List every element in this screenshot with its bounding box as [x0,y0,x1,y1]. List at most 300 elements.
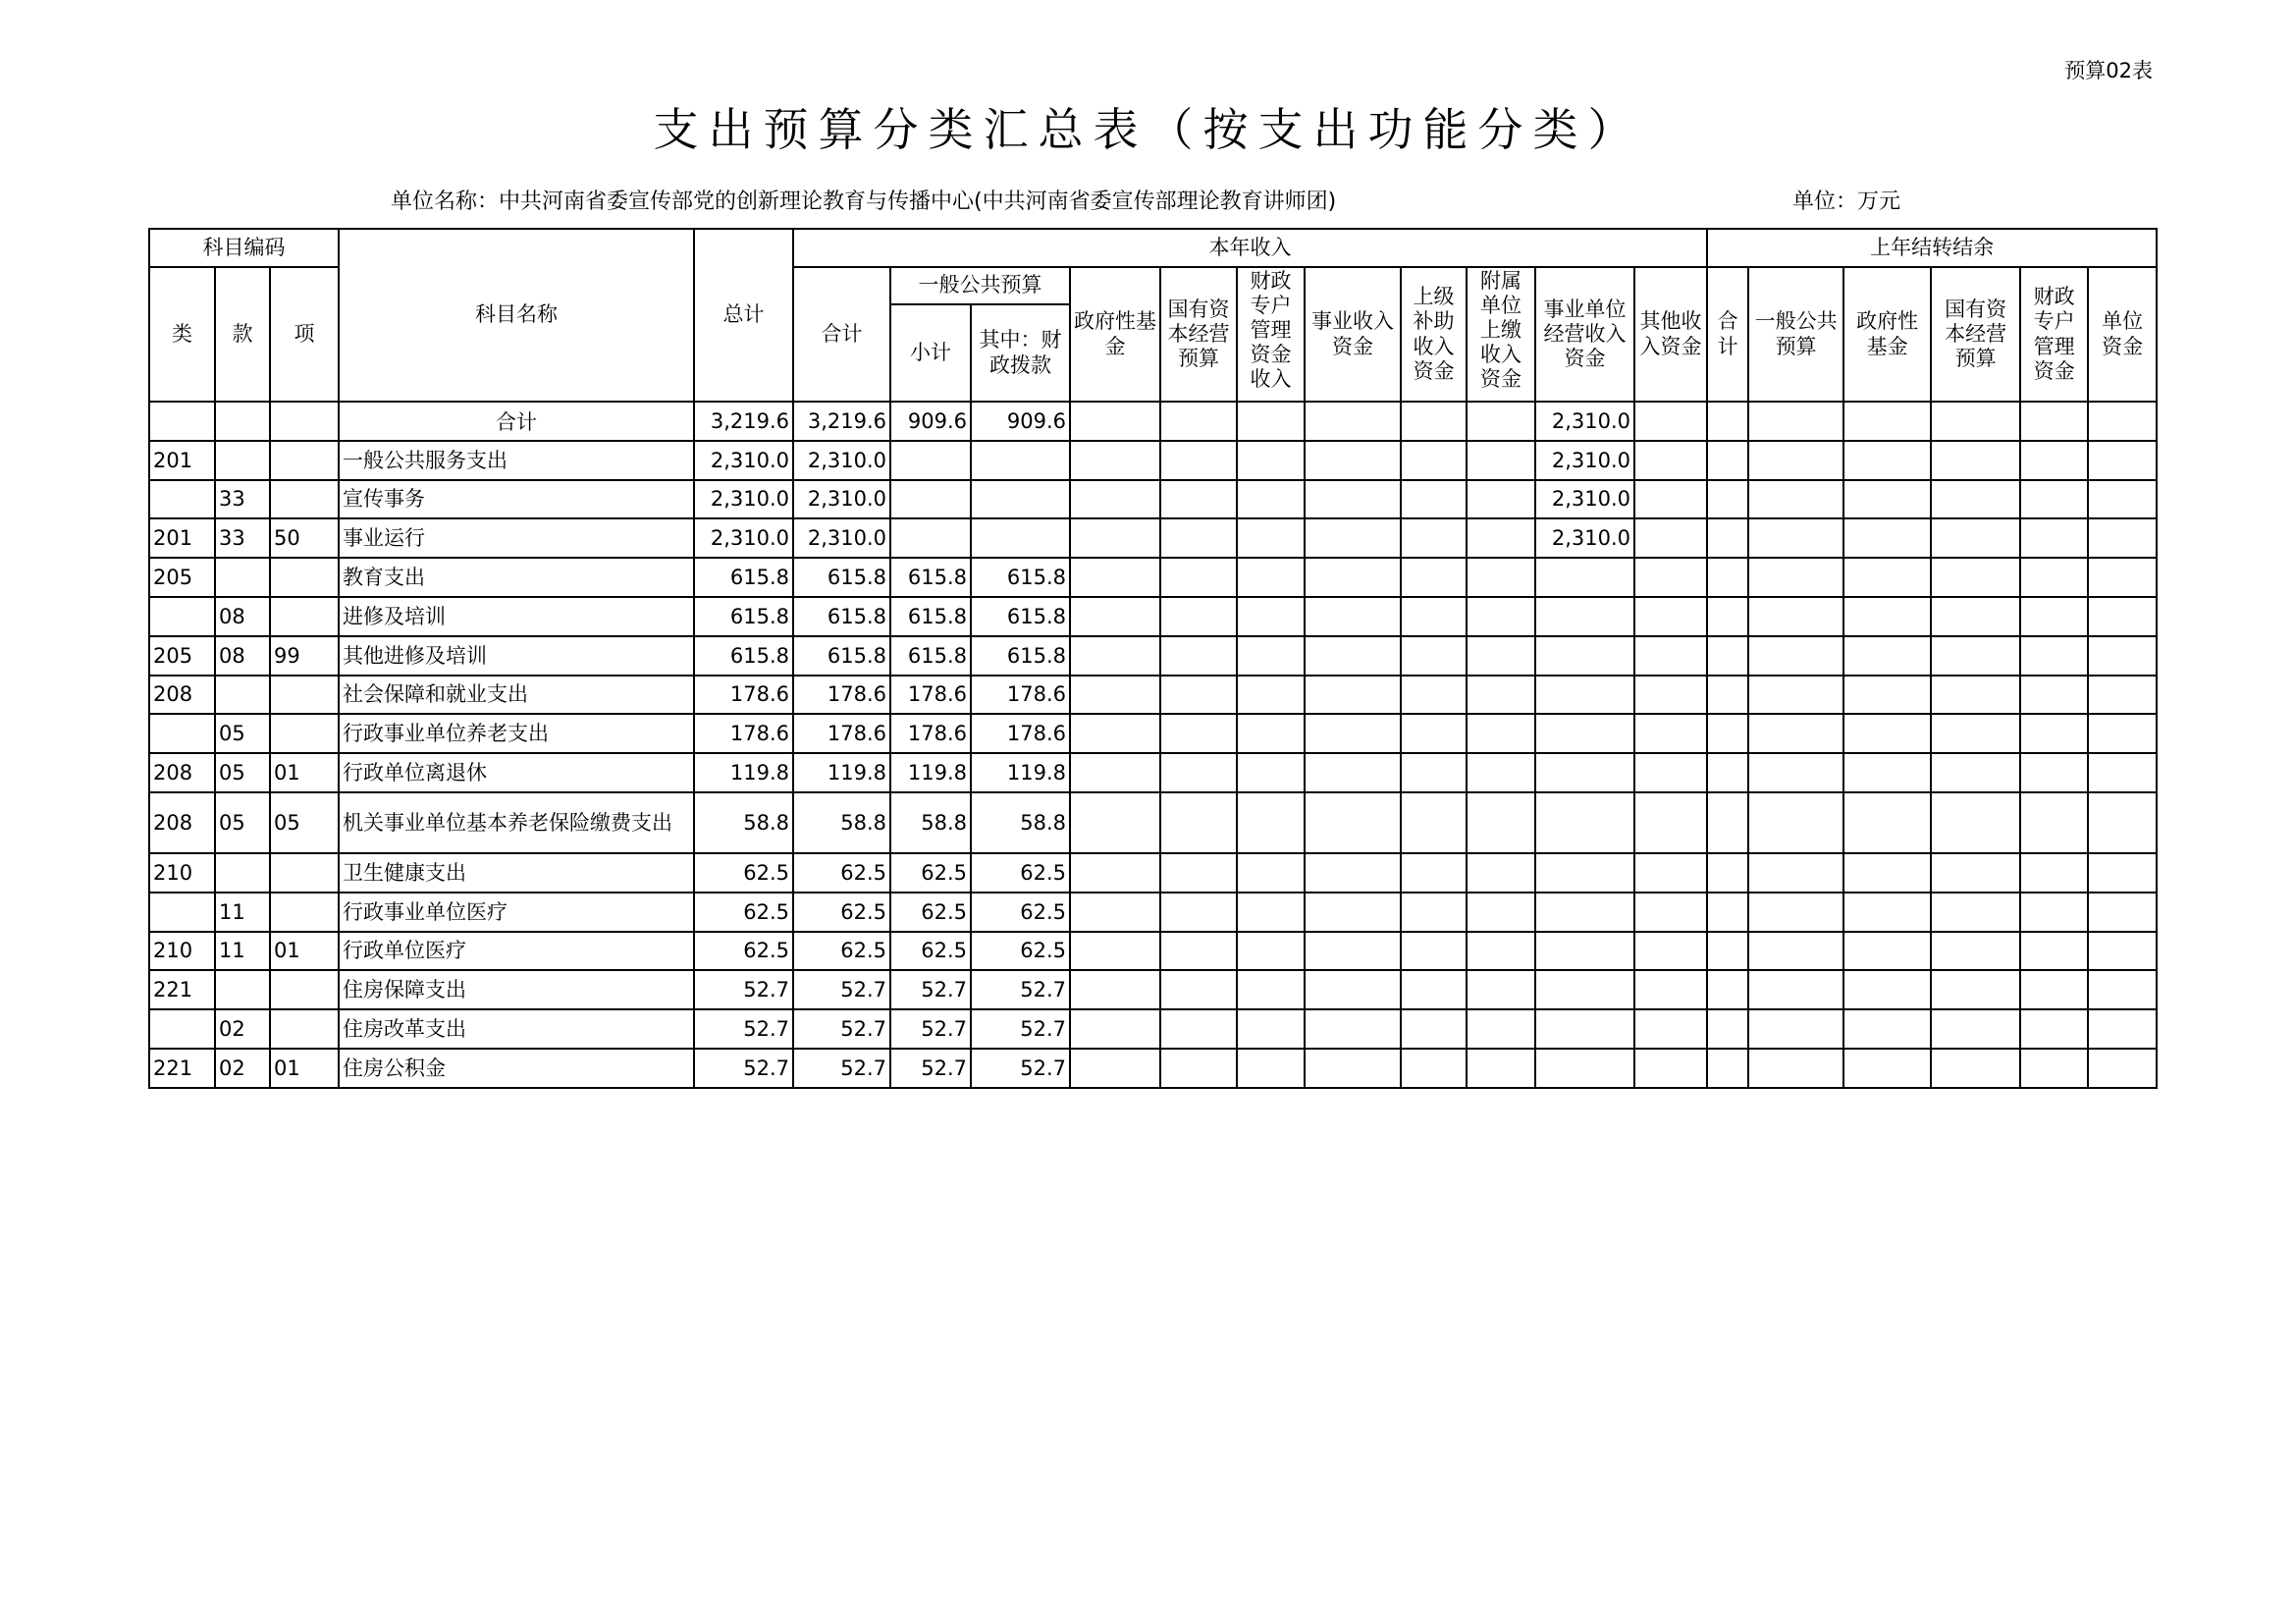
cell-state-capital [1160,932,1237,971]
cell-gov-fund [1070,441,1160,480]
cell-gov-fund [1070,1009,1160,1049]
cell-gov-fund [1070,518,1160,558]
table-row [149,932,2157,971]
cell-lei: 208 [149,676,215,715]
cell-lei: 208 [149,792,215,853]
cell-state-capital [1160,636,1237,676]
cell-superior-subsidy [1401,853,1467,893]
cell-total: 178.6 [694,676,793,715]
cell-fiscal-appropriation: 178.6 [971,714,1070,753]
cell-fiscal-special [1237,1049,1305,1088]
cell-kuan [215,676,270,715]
table-row [149,480,2157,519]
cell-business-operation [1535,893,1634,932]
table-row [149,636,2157,676]
cell-superior-subsidy [1401,1049,1467,1088]
cell-xiang: 01 [270,753,339,792]
cell-subject-name: 行政事业单位医疗 [339,893,694,932]
cell-business-income [1305,1049,1401,1088]
cell-kuan [215,441,270,480]
cell-affiliated-income [1467,480,1535,519]
cell-state-capital [1160,753,1237,792]
cell-superior-subsidy [1401,636,1467,676]
cell-state-capital [1160,714,1237,753]
cell-other-income [1634,597,1707,636]
cell-co-state-capital [1931,441,2020,480]
cell-business-operation [1535,714,1634,753]
header-business-operation [1535,267,1634,402]
table-row [149,1009,2157,1049]
cell-state-capital [1160,441,1237,480]
header-total: 总计 [694,229,793,402]
cell-business-income [1305,636,1401,676]
cell-state-capital [1160,1009,1237,1049]
cell-business-operation [1535,792,1634,853]
cell-co-unit [2088,714,2157,753]
cell-co-general [1748,597,1843,636]
cell-gov-fund [1070,853,1160,893]
cell-co-unit [2088,558,2157,597]
cell-gov-fund [1070,714,1160,753]
cell-fiscal-appropriation: 178.6 [971,676,1070,715]
cell-co-total [1707,676,1748,715]
cell-xiang [270,441,339,480]
cell-superior-subsidy [1401,753,1467,792]
cell-subject-name: 宣传事务 [339,480,694,519]
cell-co-total [1707,597,1748,636]
cell-total: 2,310.0 [694,480,793,519]
cell-lei [149,1009,215,1049]
cell-subtotal: 62.5 [793,853,890,893]
cell-subtotal: 615.8 [793,636,890,676]
cell-gov-fund [1070,970,1160,1009]
header-business-income-text: 事业收入资金 [1311,309,1395,358]
cell-co-state-capital [1931,853,2020,893]
cell-total: 615.8 [694,558,793,597]
header-carryover: 上年结转结余 [1707,229,2157,267]
cell-superior-subsidy [1401,792,1467,853]
cell-co-state-capital [1931,970,2020,1009]
cell-business-income [1305,893,1401,932]
cell-co-total [1707,714,1748,753]
cell-other-income [1634,714,1707,753]
cell-subject-name: 合计 [339,402,694,441]
cell-co-gov-fund [1843,1009,1931,1049]
cell-co-general [1748,558,1843,597]
cell-kuan: 08 [215,597,270,636]
header-co-state-capital-text: 国有资本经营预算 [1945,297,2007,371]
cell-business-income [1305,753,1401,792]
cell-other-income [1634,402,1707,441]
cell-xiang [270,714,339,753]
cell-affiliated-income [1467,1049,1535,1088]
cell-business-income [1305,441,1401,480]
cell-lei: 205 [149,636,215,676]
header-co-fiscal-special [2020,267,2088,402]
cell-gov-fund [1070,480,1160,519]
cell-co-state-capital [1931,402,2020,441]
cell-co-general [1748,753,1843,792]
cell-fiscal-appropriation [971,441,1070,480]
cell-xiang [270,1009,339,1049]
cell-co-gov-fund [1843,558,1931,597]
cell-other-income [1634,1049,1707,1088]
cell-fiscal-special [1237,714,1305,753]
cell-superior-subsidy [1401,1009,1467,1049]
cell-fiscal-appropriation: 909.6 [971,402,1070,441]
cell-subject-name: 教育支出 [339,558,694,597]
page-title: 支出预算分类汇总表（按支出功能分类） [653,103,1643,156]
cell-lei: 210 [149,932,215,971]
cell-small-total: 119.8 [890,753,971,792]
cell-gov-fund [1070,893,1160,932]
cell-subtotal: 3,219.6 [793,402,890,441]
cell-business-operation [1535,753,1634,792]
cell-kuan: 11 [215,932,270,971]
cell-fiscal-appropriation: 52.7 [971,970,1070,1009]
cell-total: 2,310.0 [694,518,793,558]
cell-co-fiscal-special [2020,636,2088,676]
cell-other-income [1634,792,1707,853]
cell-co-fiscal-special [2020,1049,2088,1088]
cell-co-gov-fund [1843,714,1931,753]
header-co-state-capital [1931,267,2020,402]
cell-other-income [1634,970,1707,1009]
cell-subtotal: 615.8 [793,558,890,597]
cell-co-unit [2088,597,2157,636]
cell-gov-fund [1070,1049,1160,1088]
cell-subject-name: 住房改革支出 [339,1009,694,1049]
header-co-gov-fund [1843,267,1931,402]
cell-co-total [1707,441,1748,480]
cell-fiscal-special [1237,1009,1305,1049]
cell-affiliated-income [1467,1009,1535,1049]
header-subject-name: 科目名称 [339,229,694,402]
cell-co-state-capital [1931,792,2020,853]
cell-co-total [1707,932,1748,971]
cell-co-general [1748,970,1843,1009]
cell-co-gov-fund [1843,853,1931,893]
cell-co-general [1748,676,1843,715]
table-row [149,597,2157,636]
cell-subtotal: 52.7 [793,1049,890,1088]
cell-xiang [270,853,339,893]
cell-affiliated-income [1467,518,1535,558]
cell-other-income [1634,558,1707,597]
cell-affiliated-income [1467,558,1535,597]
cell-co-gov-fund [1843,597,1931,636]
cell-co-state-capital [1931,1009,2020,1049]
cell-fiscal-appropriation: 62.5 [971,893,1070,932]
cell-lei: 208 [149,753,215,792]
cell-co-fiscal-special [2020,597,2088,636]
header-co-unit-text: 单位资金 [2102,309,2144,358]
cell-affiliated-income [1467,714,1535,753]
cell-fiscal-appropriation: 62.5 [971,932,1070,971]
cell-co-gov-fund [1843,932,1931,971]
cell-total: 3,219.6 [694,402,793,441]
cell-xiang: 05 [270,792,339,853]
cell-state-capital [1160,676,1237,715]
cell-state-capital [1160,1049,1237,1088]
cell-affiliated-income [1467,676,1535,715]
budget-table [148,228,2158,1089]
cell-subject-name: 机关事业单位基本养老保险缴费支出 [339,792,694,853]
header-of-which-fiscal: 其中：财政拨款 [971,304,1070,402]
cell-other-income [1634,441,1707,480]
cell-small-total [890,441,971,480]
cell-co-fiscal-special [2020,480,2088,519]
table-row [149,558,2157,597]
cell-co-gov-fund [1843,518,1931,558]
cell-total: 178.6 [694,714,793,753]
cell-lei [149,480,215,519]
cell-subtotal: 58.8 [793,792,890,853]
cell-subject-name: 行政事业单位养老支出 [339,714,694,753]
cell-kuan: 11 [215,893,270,932]
cell-business-income [1305,792,1401,853]
cell-affiliated-income [1467,753,1535,792]
cell-total: 615.8 [694,636,793,676]
cell-business-income [1305,480,1401,519]
cell-affiliated-income [1467,970,1535,1009]
cell-gov-fund [1070,753,1160,792]
cell-subtotal: 2,310.0 [793,518,890,558]
cell-co-gov-fund [1843,480,1931,519]
cell-business-operation [1535,853,1634,893]
cell-subject-name: 进修及培训 [339,597,694,636]
cell-business-operation: 2,310.0 [1535,402,1634,441]
cell-business-operation: 2,310.0 [1535,518,1634,558]
cell-fiscal-special [1237,970,1305,1009]
cell-affiliated-income [1467,932,1535,971]
cell-fiscal-appropriation: 615.8 [971,558,1070,597]
cell-fiscal-appropriation: 62.5 [971,853,1070,893]
cell-co-state-capital [1931,932,2020,971]
cell-subject-name: 行政单位医疗 [339,932,694,971]
cell-co-fiscal-special [2020,676,2088,715]
header-lei: 类 [149,267,215,402]
cell-co-fiscal-special [2020,402,2088,441]
cell-co-general [1748,1009,1843,1049]
cell-fiscal-appropriation [971,480,1070,519]
cell-superior-subsidy [1401,558,1467,597]
cell-business-income [1305,518,1401,558]
cell-gov-fund [1070,636,1160,676]
cell-fiscal-appropriation: 52.7 [971,1049,1070,1088]
cell-superior-subsidy [1401,518,1467,558]
table-row [149,970,2157,1009]
cell-co-fiscal-special [2020,792,2088,853]
cell-fiscal-appropriation [971,518,1070,558]
cell-fiscal-special [1237,636,1305,676]
cell-gov-fund [1070,597,1160,636]
cell-total: 119.8 [694,753,793,792]
cell-co-general [1748,480,1843,519]
cell-total: 615.8 [694,597,793,636]
cell-gov-fund [1070,792,1160,853]
cell-co-gov-fund [1843,753,1931,792]
header-state-capital-text: 国有资本经营预算 [1167,297,1230,371]
cell-lei [149,402,215,441]
cell-co-total [1707,893,1748,932]
cell-co-total [1707,402,1748,441]
cell-affiliated-income [1467,402,1535,441]
cell-superior-subsidy [1401,597,1467,636]
cell-co-state-capital [1931,597,2020,636]
cell-co-fiscal-special [2020,893,2088,932]
cell-co-total [1707,558,1748,597]
cell-co-state-capital [1931,1049,2020,1088]
cell-small-total: 178.6 [890,676,971,715]
header-superior-subsidy-text: 上级补助收入资金 [1413,285,1455,383]
cell-business-operation [1535,1049,1634,1088]
cell-co-total [1707,1049,1748,1088]
cell-co-total [1707,518,1748,558]
cell-small-total: 62.5 [890,893,971,932]
cell-other-income [1634,893,1707,932]
cell-fiscal-special [1237,792,1305,853]
cell-superior-subsidy [1401,441,1467,480]
cell-co-state-capital [1931,518,2020,558]
cell-business-income [1305,932,1401,971]
cell-business-income [1305,558,1401,597]
cell-state-capital [1160,893,1237,932]
cell-other-income [1634,480,1707,519]
cell-co-general [1748,636,1843,676]
cell-fiscal-special [1237,441,1305,480]
cell-small-total: 52.7 [890,1009,971,1049]
cell-business-operation [1535,932,1634,971]
cell-co-unit [2088,480,2157,519]
cell-lei: 221 [149,1049,215,1088]
cell-state-capital [1160,792,1237,853]
cell-fiscal-special [1237,932,1305,971]
cell-affiliated-income [1467,792,1535,853]
cell-co-unit [2088,970,2157,1009]
cell-co-unit [2088,676,2157,715]
cell-xiang [270,558,339,597]
cell-fiscal-special [1237,558,1305,597]
header-general-public-budget: 一般公共预算 [890,267,1070,304]
cell-kuan: 05 [215,714,270,753]
header-fiscal-special [1237,267,1305,402]
cell-co-state-capital [1931,480,2020,519]
cell-lei: 221 [149,970,215,1009]
cell-fiscal-special [1237,676,1305,715]
cell-co-total [1707,970,1748,1009]
cell-gov-fund [1070,932,1160,971]
cell-other-income [1634,518,1707,558]
cell-co-fiscal-special [2020,1009,2088,1049]
cell-xiang [270,970,339,1009]
cell-fiscal-special [1237,753,1305,792]
cell-superior-subsidy [1401,970,1467,1009]
cell-subject-name: 住房保障支出 [339,970,694,1009]
cell-superior-subsidy [1401,932,1467,971]
cell-co-state-capital [1931,636,2020,676]
cell-business-income [1305,970,1401,1009]
cell-co-fiscal-special [2020,932,2088,971]
table-row [149,714,2157,753]
table-row [149,676,2157,715]
cell-co-gov-fund [1843,1049,1931,1088]
header-gov-fund [1070,267,1160,402]
cell-kuan: 08 [215,636,270,676]
cell-co-gov-fund [1843,402,1931,441]
cell-subtotal: 178.6 [793,676,890,715]
cell-kuan: 05 [215,792,270,853]
cell-superior-subsidy [1401,676,1467,715]
cell-lei [149,714,215,753]
cell-subject-name: 其他进修及培训 [339,636,694,676]
cell-small-total [890,480,971,519]
cell-lei: 201 [149,518,215,558]
cell-state-capital [1160,480,1237,519]
cell-kuan: 02 [215,1009,270,1049]
cell-co-general [1748,792,1843,853]
cell-co-fiscal-special [2020,558,2088,597]
cell-business-operation [1535,1009,1634,1049]
cell-fiscal-special [1237,480,1305,519]
cell-other-income [1634,753,1707,792]
cell-co-gov-fund [1843,893,1931,932]
form-code: 预算02表 [2064,59,2153,82]
cell-business-income [1305,1009,1401,1049]
table-row [149,1049,2157,1088]
cell-state-capital [1160,518,1237,558]
cell-state-capital [1160,558,1237,597]
cell-small-total: 615.8 [890,636,971,676]
cell-affiliated-income [1467,853,1535,893]
cell-subtotal: 62.5 [793,932,890,971]
header-affiliated-income [1467,267,1535,402]
cell-lei [149,597,215,636]
cell-total: 52.7 [694,1009,793,1049]
cell-subject-name: 住房公积金 [339,1049,694,1088]
cell-co-fiscal-special [2020,714,2088,753]
cell-business-operation [1535,676,1634,715]
cell-lei [149,893,215,932]
cell-total: 58.8 [694,792,793,853]
cell-other-income [1634,636,1707,676]
header-business-income [1305,267,1401,402]
cell-lei: 201 [149,441,215,480]
cell-kuan: 02 [215,1049,270,1088]
currency-unit: 单位：万元 [1792,189,1901,214]
cell-xiang [270,893,339,932]
header-gov-fund-text: 政府性基金 [1074,309,1157,358]
cell-small-total: 52.7 [890,970,971,1009]
cell-fiscal-appropriation: 615.8 [971,597,1070,636]
cell-business-income [1305,402,1401,441]
cell-state-capital [1160,597,1237,636]
cell-subtotal: 52.7 [793,970,890,1009]
cell-business-operation [1535,970,1634,1009]
cell-state-capital [1160,402,1237,441]
header-fiscal-special-text: 财政专户管理资金收入 [1250,268,1292,392]
header-current-income: 本年收入 [793,229,1707,267]
cell-superior-subsidy [1401,714,1467,753]
table-row [149,518,2157,558]
header-state-capital [1160,267,1237,402]
cell-co-total [1707,853,1748,893]
cell-co-fiscal-special [2020,441,2088,480]
header-co-total [1707,267,1748,402]
cell-fiscal-appropriation: 58.8 [971,792,1070,853]
cell-co-unit [2088,893,2157,932]
cell-xiang: 99 [270,636,339,676]
